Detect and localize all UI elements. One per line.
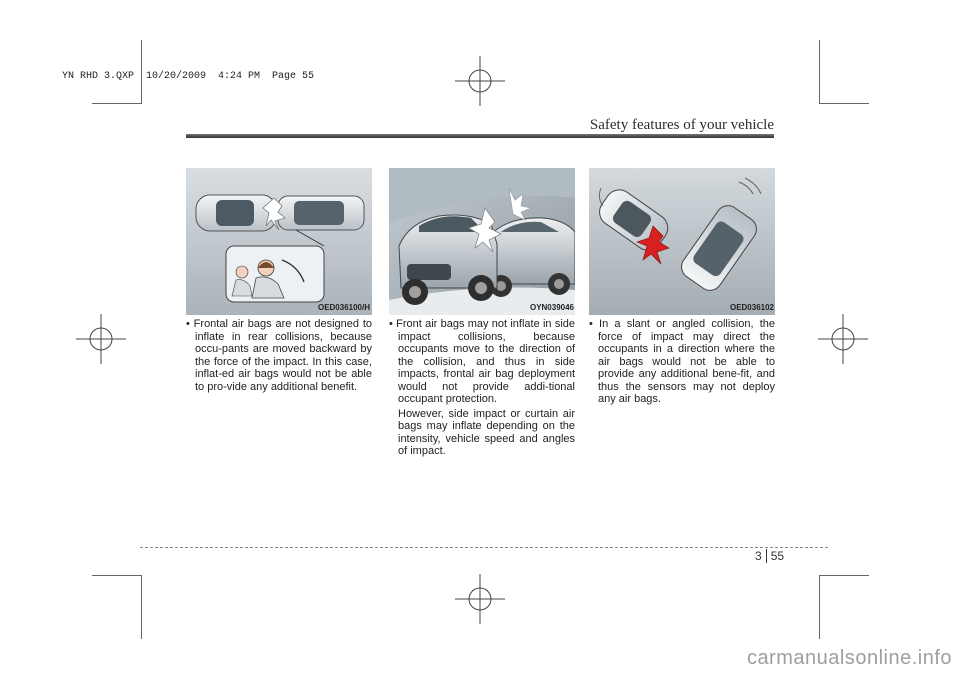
crop-mark: [819, 575, 820, 639]
registration-mark-icon: [818, 314, 868, 364]
text-column-2: [389, 318, 575, 458]
crop-mark: [141, 575, 142, 639]
section-header: Safety features of your vehicle: [589, 117, 774, 133]
print-slug: YN RHD 3.QXP 10/20/2009 4:24 PM Page 55: [62, 71, 315, 82]
bullet-text: • In a slant or angled collision, the force of impact may direct the occupants in a direction where the air bags would not be able to provide any additional bene-fit, and thus the sensors may not deploy any air bags.: [589, 318, 775, 405]
crop-mark: [92, 575, 141, 576]
registration-mark-icon: [455, 56, 505, 106]
bullet-text: • Front air bags may not inflate in side impact collisions, because occupants move to the direction of the collision, and thus in side impacts, frontal air bag deployment would not provide addi-tional occupant protection.: [389, 318, 575, 405]
crop-mark: [819, 40, 820, 104]
figure-code: OED036100/H: [317, 303, 370, 312]
crop-mark: [820, 575, 869, 576]
crop-mark: [820, 103, 869, 104]
registration-mark-icon: [455, 574, 505, 624]
figure-code: OYN039046: [529, 303, 574, 312]
footer-divider: [140, 547, 828, 548]
figure-code: OED036102: [729, 303, 774, 312]
registration-mark-icon: [76, 314, 126, 364]
figure-side-impact: [389, 168, 575, 315]
chapter-number: 3: [755, 549, 767, 563]
figure-angled-collision: [589, 168, 775, 315]
continuation-text: However, side impact or curtain air bags may inflate depending on the intensity, vehicle speed and angles of impact.: [398, 407, 575, 457]
figure-rear-collision: [186, 168, 372, 315]
text-column-3: [589, 318, 775, 406]
page-number-value: 55: [770, 549, 785, 563]
header-rule: [186, 134, 774, 138]
crop-mark: [92, 103, 141, 104]
page-number: [755, 549, 784, 563]
text-column-1: [186, 318, 372, 393]
watermark-text: carmanualsonline.info: [746, 647, 952, 669]
bullet-text: • Frontal air bags are not designed to inflate in rear collisions, because occu-pants are moved backward by the force of the impact. In this case, inflat-ed air bags would not be able to pro-vide any additional benefit.: [186, 318, 372, 393]
